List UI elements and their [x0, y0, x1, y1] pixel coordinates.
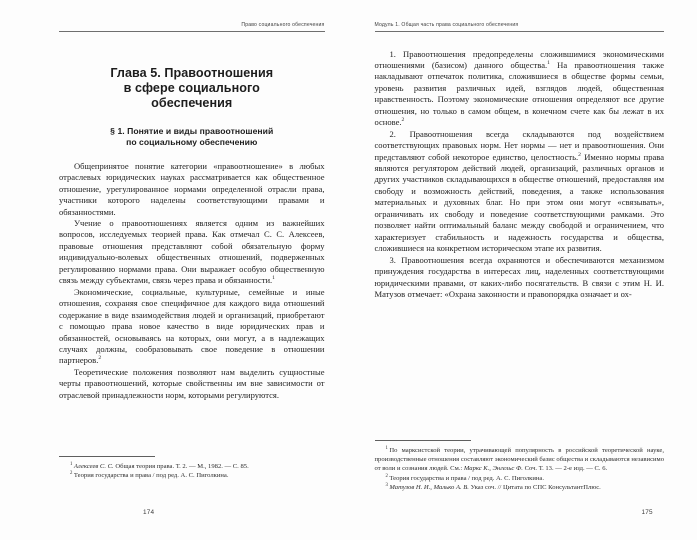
paragraph-text: 2. Правоотношения всегда складываются под воздействием соответствующих правовых норм. Нет нормы — нет и правоотношения. Они представляют собой некоторое единство, целостность. — [374, 128, 664, 162]
paragraph-text: 1. Правоотношения предопределены сложившимися экономическими отношениями (базисом) данного общества. — [374, 48, 664, 70]
footnote-mark: 1 — [70, 461, 73, 467]
footnote-text: Общая теория права. Т. 2. — М., 1982. — С. 85. — [113, 462, 249, 470]
paragraph — [59, 218, 325, 287]
footnote-text-tail: Соч. Т. 13. — 2-е изд. — С. 6. — [522, 465, 608, 473]
paragraph-text: На правоотношения также накладывают отпечаток политика, сложившиеся в обществе формы семьи, уровень развития различных идей, взглядов людей, общественная нравственность. Поэтому экономические отношения определяют все другие отношения, но только в самом общем, в конечном счете как бы лежат в их основе. — [374, 59, 664, 128]
footnote-item — [59, 462, 325, 471]
page-number-left: 174 — [143, 509, 155, 516]
footnote-author: Маркс К., Энгельс Ф. — [463, 465, 523, 473]
footnote-item — [375, 483, 665, 492]
paragraph-text: Именно нормы права являются регулятором действий людей, организаций, различных органов и других участников складывающихся в обществе отношений, предоставляя им свободу и возможность действий, поведения, а также использования материальных и духовных благ. Но при этом они могут «связывать», ограничивать их свободу и поведение соответствующими рамками. Это позволяет найти оптимальный баланс между свободой и ограничением, что характеризует стабильность и надежность государства и общества, сложившиеся на конкретном историческом этапе их развития. — [374, 151, 664, 254]
footnotes-left — [59, 456, 325, 481]
footnotes-right — [375, 440, 665, 493]
footnote-mark: 2 — [70, 471, 73, 477]
paragraph-text: Общепринятое понятие категории «правоотношение» в любых отраслевых юридических науках рассматривается как общественное отношение, урегулированное нормами определенной отрасли права, участники которого наделены соответствующими правами и обязанностями. — [59, 160, 325, 217]
paragraph-text: Экономические, социальные, культурные, семейные и иные отношения, сохраняя свое специфичное для каждого вида отношений содержание в виде взаимодействия людей и организаций, приобретают с помощью права новое качество в виде юридических прав и обязанностей, основываясь на которых, они могут, а в надлежащих случаях должны, сообразовывать свое поведение в отношении партнеров. — [59, 286, 325, 366]
footnote-item — [59, 471, 325, 480]
running-head-right: Модуль 1. Общая часть права социального обеспечения — [375, 22, 665, 32]
paragraph — [375, 255, 665, 301]
footnote-separator-rule — [59, 456, 155, 457]
footnote-item — [375, 446, 665, 473]
footnote-mark: 1 — [385, 445, 388, 451]
footnote-ref: 1 — [272, 275, 275, 282]
paragraph — [375, 129, 665, 255]
paragraph — [375, 49, 665, 129]
section-title-line-2: по социальному обеспечению — [126, 136, 258, 147]
chapter-title-line-2: в сфере социального — [123, 80, 260, 95]
body-text-left — [59, 161, 325, 402]
footnote-text: По марксистской теории, утрачивающей популярность в российской теоретической науке, производственные отношения составляют экономический базис общества и складываются независимо от воли и сознания людей. См.: — [374, 447, 664, 473]
paragraph-text: Теоретические положения позволяют нам выделить сущностные черты правоотношений, которые свойственны им вне зависимости от отраслевой принадлежности норм, которыми регулируются. — [59, 366, 325, 400]
paragraph — [59, 161, 325, 218]
footnote-ref: 2 — [578, 151, 581, 158]
footnote-ref: 2 — [98, 355, 102, 362]
paragraph-text: Учение о правоотношениях является одним из важнейших вопросов, исследуемых теорией права. Как отмечал С. С. Алексеев, правовые отношения представляют собой обязательную форму индивидуально-волевых общественных отношений, подверженных регулированию нормами права. Они выражает особую общественную связь между субъектами, связь через права и обязанности. — [59, 217, 325, 286]
page-right — [349, 0, 697, 540]
footnote-author: Алексеев С. С. — [73, 462, 114, 470]
footnote-mark: 3 — [385, 483, 388, 489]
page-number-right: 175 — [641, 509, 653, 516]
footnote-text: Указ соч. // Цитата по СПС КонсультантПлюс. — [468, 484, 601, 492]
chapter-title-line-1: Глава 5. Правоотношения — [110, 65, 274, 80]
footnote-separator-rule — [375, 440, 471, 441]
chapter-title — [59, 66, 325, 112]
footnote-mark: 2 — [385, 473, 388, 479]
paragraph — [59, 367, 325, 401]
footnote-item — [375, 474, 665, 483]
section-title — [59, 126, 325, 148]
paragraph-text: 3. Правоотношения всегда охраняются и обеспечиваются механизмом принуждения государства в интересах лиц, наделенных соответствующими юридическими правами, от каких-либо посягательств. В связи с этим Н. И. Матузов отмечает: «Охрана законности и правопорядка означает и ох- — [374, 254, 664, 300]
section-title-line-1: § 1. Понятие и виды правоотношений — [110, 125, 274, 136]
chapter-title-line-3: обеспечения — [151, 96, 233, 111]
footnote-author: Матузов Н. И., Малько А. В. — [389, 484, 469, 492]
footnote-text: Теория государства и права / под ред. А. С. Пиголкина. — [389, 474, 544, 482]
footnote-text: Теория государства и права / под ред. А. С. Пиголкина. — [73, 472, 229, 480]
running-head-left: Право социального обеспечения — [59, 22, 325, 32]
footnote-ref: 2 — [401, 117, 405, 124]
footnote-ref: 1 — [547, 60, 550, 67]
body-text-right — [375, 49, 665, 301]
paragraph — [59, 287, 325, 367]
